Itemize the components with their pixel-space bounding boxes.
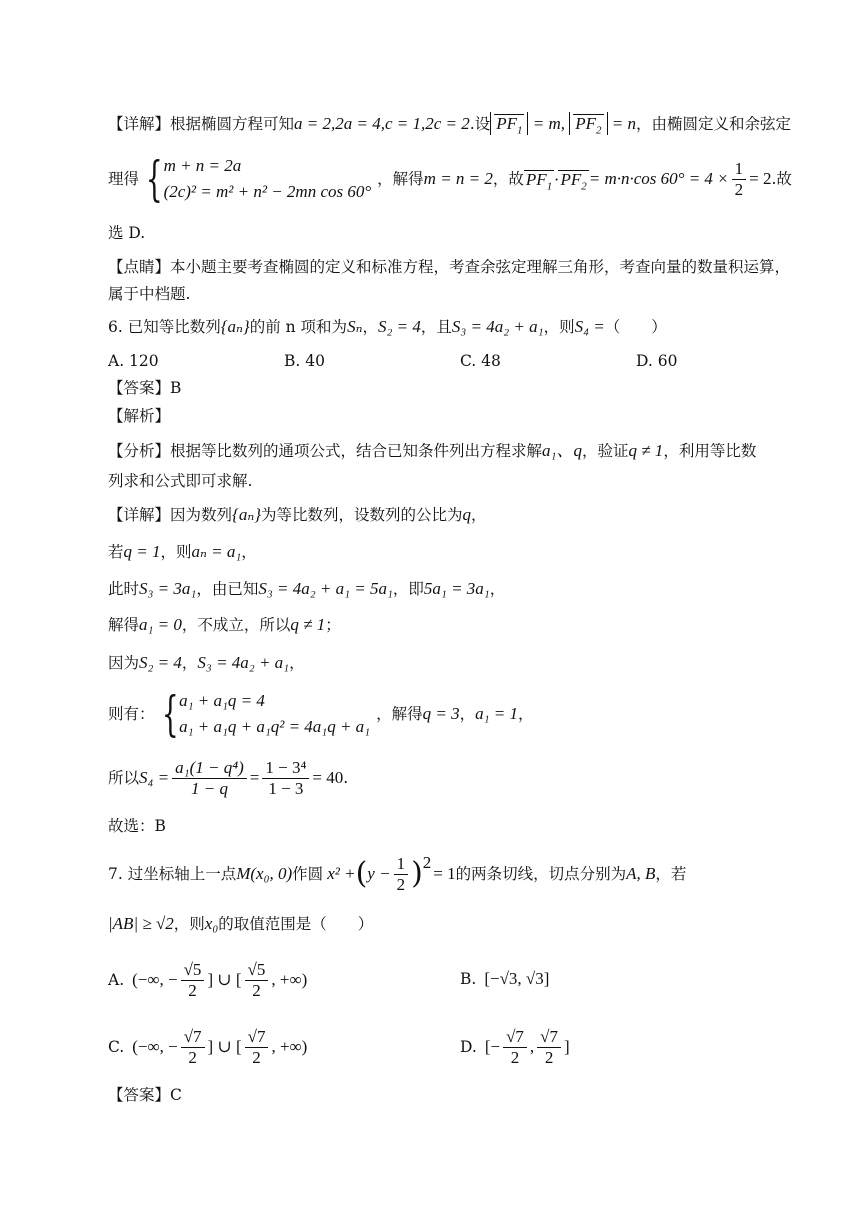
q6-detail-1: 【详解】因为数列{aₙ}为等比数列，设数列的公比为q，: [108, 505, 487, 524]
q7-c-frac-2: $\frac{√7}{2}$: [245, 1027, 269, 1068]
q7-stem-1: 7. 过坐标轴上一点 M(x₀, 0) 作圆 x² + ( y − $\frac{1}{2}$ ) 2 = 1 的两条切线，切点分别为 A, B ，若: [108, 853, 687, 894]
q7-a-frac-2: $\frac{√5}{2}$: [245, 960, 269, 1001]
q7-option-a: A. (−∞, − $\frac{√5}{2}$ ] ∪ [ $\frac{√5}{2}$ , +∞): [108, 959, 308, 1000]
q6-detail-2: 若q = 1，则aₙ = a₁，: [108, 542, 257, 561]
pf1-def: $PF_1 = m$, $PF_2 = n$: [490, 114, 636, 133]
q6-detail-4: 解得a₁ = 0，不成立，所以q ≠ 1；: [108, 615, 341, 634]
dot-product: $PF_1 \cdot PF_2$: [525, 169, 587, 192]
q6-option-c: C. 48: [460, 352, 501, 370]
q7-half-fraction: $\frac{1}{2}$: [394, 854, 409, 895]
sum-formula-fraction: $\frac{\text{a₁(1 − q⁴)}}{1 - q}$: [172, 758, 247, 799]
q7-stem-2: |AB| ≥ √2，则x₀的取值范围是（ ）: [108, 914, 374, 933]
comment-line-1: 【点睛】本小题主要考查椭圆的定义和标准方程，考查余弦定理解三角形，考查向量的数量积运算，: [108, 258, 791, 276]
q7-option-b: B. [−√3, √3]: [460, 969, 550, 988]
q6-option-a: A. 120: [108, 352, 159, 370]
detail-tag: 【详解】: [108, 115, 171, 133]
q7-a-frac-1: $\frac{√5}{2}$: [181, 960, 205, 1001]
ellipse-params: a = 2,2a = 4,c = 1,2c = 2: [294, 114, 470, 133]
detail-line-3: 选 D.: [108, 224, 146, 242]
q6-detail-5: 因为S₂ = 4，S₃ = 4a₂ + a₁，: [108, 653, 305, 672]
sum-value-fraction: $\frac{\text{1 − 3⁴}}{1 - 3}$: [262, 758, 309, 799]
detail-line-2: 理得 { m + n = 2a (2c)² = m² + n² − 2mn cos 60° ，解得 m = n = 2 ，故 $PF_1 \cdot PF_2$ = m·n·cos 60° = 4 × $\frac{1}{2}$ = 2 .故: [108, 151, 792, 207]
q7-d-frac-1: $\frac{√7}{2}$: [503, 1027, 527, 1068]
q6-answer: 【答案】B: [108, 379, 182, 397]
q7-answer: 【答案】C: [108, 1086, 182, 1104]
q6-fx-line-2: 列求和公式即可求解.: [108, 472, 253, 490]
q6-detail-7: 所以 S₄ = $\frac{\text{a₁(1 − q⁴)}}{1 - q}$ = $\frac{\text{1 − 3⁴}}{1 - 3}$ = 40 .: [108, 757, 349, 798]
q6-option-b: B. 40: [284, 352, 325, 370]
q7-option-d: D. [− $\frac{√7}{2}$ , $\frac{√7}{2}$ ]: [460, 1026, 570, 1067]
q6-choose: 故选：B: [108, 817, 166, 835]
equation-system: { m + n = 2a (2c)² = m² + n² − 2mn cos 60°: [145, 151, 372, 207]
q7-option-c: C. (−∞, − $\frac{√7}{2}$ ] ∪ [ $\frac{√7}{2}$ , +∞): [108, 1026, 308, 1067]
q6-fx-line-1: 【分析】根据等比数列的通项公式，结合已知条件列出方程求解a₁、q，验证q ≠ 1，利用等比数: [108, 441, 757, 460]
comment-line-2: 属于中档题.: [108, 285, 191, 303]
q7-c-frac-1: $\frac{√7}{2}$: [181, 1027, 205, 1068]
q6-analysis-tag: 【解析】: [108, 407, 171, 425]
q6-detail-3: 此时S₃ = 3a₁，由已知S₃ = 4a₂ + a₁ = 5a₁，即5a₁ = 3a₁，: [108, 579, 506, 598]
comment-tag: 【点睛】: [108, 258, 171, 276]
q6-option-d: D. 60: [636, 352, 678, 370]
q6-equation-system: { a₁ + a₁q = 4 a₁ + a₁q + a₁q² = 4a₁q + a₁: [161, 686, 371, 742]
q7-d-frac-2: $\frac{√7}{2}$: [537, 1027, 561, 1068]
detail-line-1: 【详解】根据椭圆方程可知a = 2,2a = 4,c = 1,2c = 2.设 $PF_1 = m$, $PF_2 = n$，由椭圆定义和余弦定: [108, 114, 792, 137]
q6-stem: 6. 已知等比数列{aₙ}的前 n 项和为Sₙ，S₂ = 4，且S₃ = 4a₂ + a₁，则S₄ =（ ）: [108, 317, 667, 336]
q6-detail-6: 则有： { a₁ + a₁q = 4 a₁ + a₁q + a₁q² = 4a₁q + a₁ ，解得 q = 3 ， a₁ = 1 ，: [108, 686, 534, 742]
fraction-half: $\frac{1}{2}$: [732, 159, 747, 200]
